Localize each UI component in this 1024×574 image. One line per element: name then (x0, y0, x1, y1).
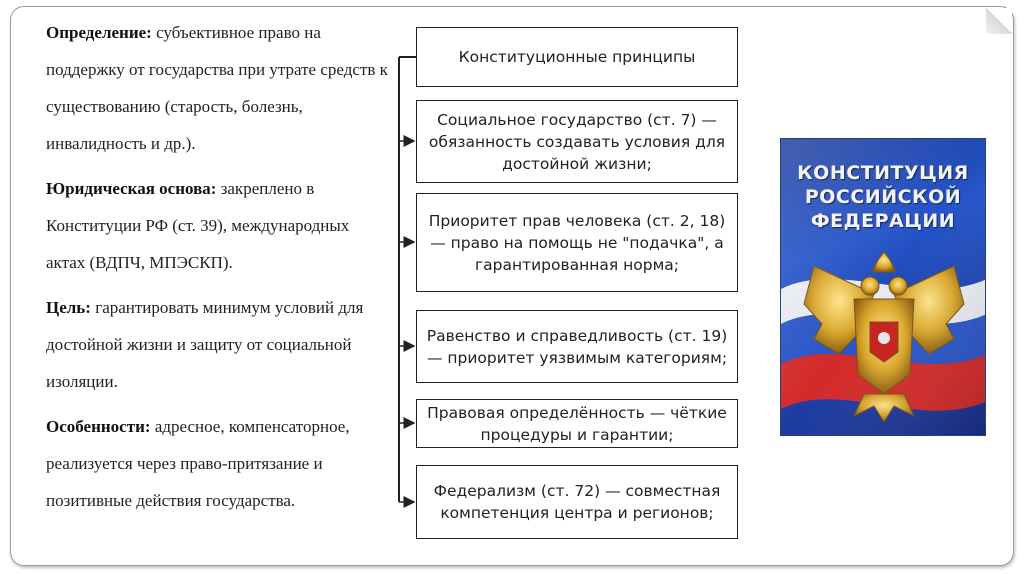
features-heading: Особенности: (46, 417, 151, 436)
principles-header-box (416, 27, 738, 87)
principle-box-2 (416, 193, 738, 292)
principle-box-3 (416, 310, 738, 383)
book-title-line-1: КОНСТИТУЦИЯ (797, 162, 969, 184)
legal-basis-heading: Юридическая основа: (46, 179, 217, 198)
principle-box-1 (416, 100, 738, 183)
book-title (781, 161, 985, 233)
definition-text: субъективное право на поддержку от государства при утрате средств к существованию (старость, болезнь, инвалидность и др.). (46, 23, 388, 153)
principle-text-4: Правовая определённость — чёткие процедуры и гарантии; (427, 403, 727, 444)
principle-text-5: Федерализм (ст. 72) — совместная компетенция центра и регионов; (433, 482, 721, 522)
book-title-line-3: ФЕДЕРАЦИИ (810, 210, 956, 232)
principle-box-5 (416, 465, 738, 539)
principle-text-3: Равенство и справедливость (ст. 19) — приоритет уязвимым категориям; (426, 326, 728, 367)
goal-heading: Цель: (46, 298, 91, 317)
definition-heading: Определение: (46, 23, 152, 42)
features-text: адресное, компенсаторное, реализуется через право-притязание и позитивные действия государства. (46, 417, 350, 510)
principle-text-1: Социальное государство (ст. 7) — обязанность создавать условия для достойной жизни; (428, 110, 726, 173)
principle-text-2: Приоритет прав человека (ст. 2, 18) — право на помощь не "подачка", а гарантированная норма; (428, 211, 726, 274)
goal-text: гарантировать минимум условий для достойной жизни и защиту от социальной изоляции. (46, 298, 364, 391)
book-title-line-2: РОССИЙСКОЙ (804, 186, 962, 208)
principle-box-4 (416, 399, 738, 448)
constitution-book-cover (780, 138, 986, 436)
principles-header-label: Конституционные принципы (458, 48, 696, 66)
legal-basis-text: закреплено в Конституции РФ (ст. 39), международных актах (ВДПЧ, МПЭСКП). (46, 179, 350, 272)
